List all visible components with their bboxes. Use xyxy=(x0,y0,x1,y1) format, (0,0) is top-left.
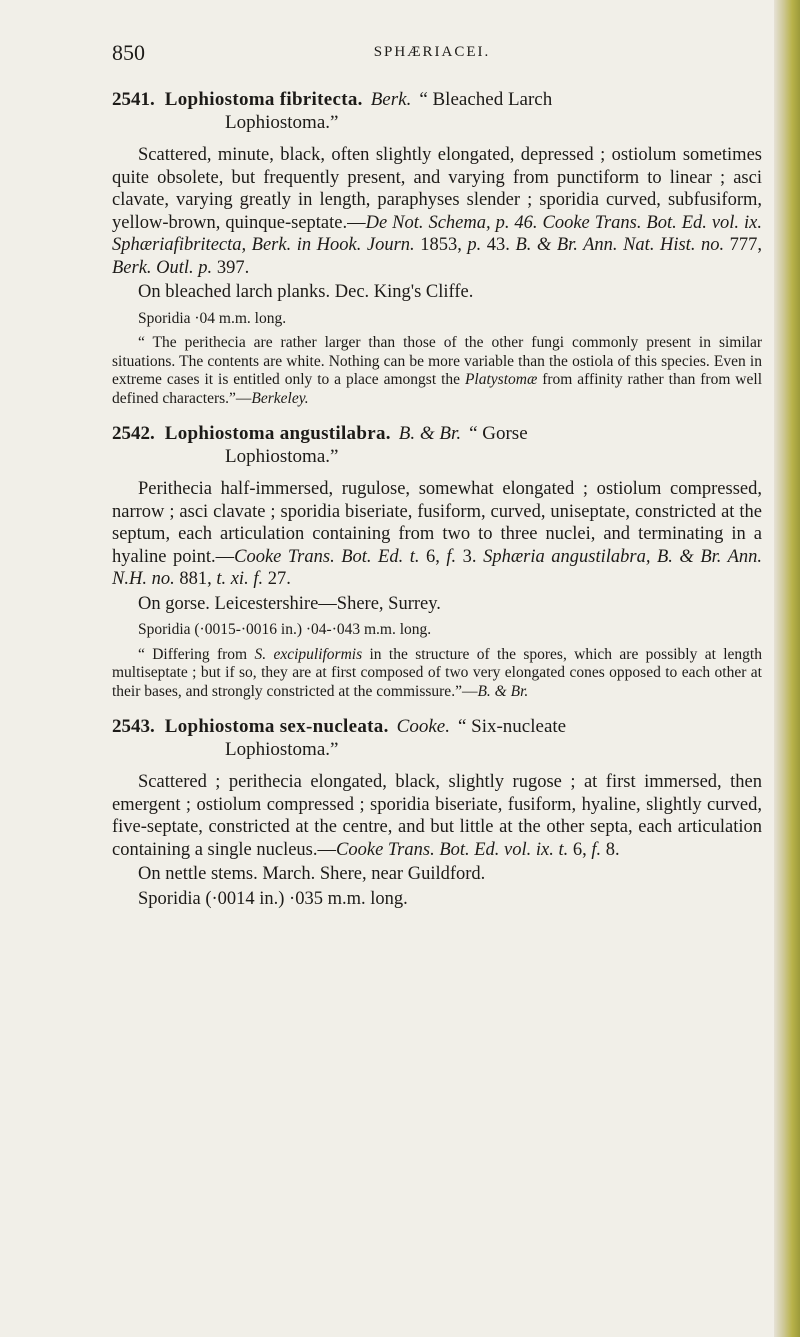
citation-number: 43. xyxy=(481,235,516,255)
running-title: SPHÆRIACEI. xyxy=(373,44,491,60)
species-entry xyxy=(112,422,762,701)
entry-heading xyxy=(74,88,762,134)
entry-heading xyxy=(74,422,762,468)
citation-number: 777, xyxy=(724,235,763,255)
citation-number: 3. xyxy=(456,546,484,567)
common-name-continued: Lophiostoma.” xyxy=(225,739,339,760)
species-description xyxy=(112,771,762,861)
species-entry xyxy=(112,715,762,910)
citation-number: 27. xyxy=(263,569,291,589)
species-authority: Cooke. xyxy=(396,716,450,737)
species-description xyxy=(112,144,762,279)
entry-heading xyxy=(74,715,762,761)
common-name-continued: Lophiostoma.” xyxy=(225,446,339,467)
note-attribution: Berkeley. xyxy=(251,389,309,407)
citation: Berk. Outl. p. xyxy=(112,257,213,278)
habitat: On nettle stems. March. Shere, near Guildford. xyxy=(138,864,486,884)
common-name: “ Gorse xyxy=(469,423,528,444)
sporidia-size: Sporidia ·04 m.m. long. xyxy=(138,309,287,327)
citation-number: 1853, xyxy=(414,235,468,255)
citation-number: 8. xyxy=(601,839,620,860)
common-name: “ Six-nucleate xyxy=(457,716,567,737)
author-note xyxy=(112,646,762,702)
entry-number: 2541. xyxy=(112,89,155,110)
citation: Cooke Trans. Bot. Ed. vol. ix. t. xyxy=(336,839,569,860)
species-name: Lophiostoma fibritecta. xyxy=(164,89,363,110)
author-note xyxy=(112,334,762,408)
page-header xyxy=(112,40,752,68)
species-authority: Berk. xyxy=(370,89,412,110)
citation-number: 881, xyxy=(174,569,217,589)
entry-number: 2543. xyxy=(112,716,155,737)
page-number: 850 xyxy=(112,40,145,65)
common-name-continued: Lophiostoma.” xyxy=(225,112,339,133)
citation: De Not. Schema, p. 46. Cooke Trans. Bot. Ed. vol. ix. Sphæriafibritecta, Berk. in Hook. Journ. xyxy=(112,212,762,255)
species-description xyxy=(112,478,762,591)
species-name: Lophiostoma sex-nucleata. xyxy=(164,716,389,737)
entry-number: 2542. xyxy=(112,423,155,444)
note-attribution: B. & Br. xyxy=(477,682,529,700)
citation: f. xyxy=(446,546,457,567)
citation: f. xyxy=(591,839,602,860)
common-name: “ Bleached Larch xyxy=(419,89,553,110)
species-entry xyxy=(112,88,762,408)
note-italic: S. excipuliformis xyxy=(254,645,363,663)
citation-number: 6, xyxy=(419,546,447,567)
citation: p. xyxy=(467,235,482,255)
habitat: On gorse. Leicestershire—Shere, Surrey. xyxy=(138,593,441,614)
page-content xyxy=(112,88,762,924)
citation-number: 397. xyxy=(212,257,250,278)
page-edge xyxy=(774,0,800,1337)
citation-number: 6, xyxy=(568,839,592,860)
note-text: in the structure of the spores, which are possibly at length multiseptate ; but if so, they are at first composed of two very elongated cones opposed to each other at their bases, and strongly constricted at the commissure.”— xyxy=(112,645,762,700)
species-name: Lophiostoma angustilabra. xyxy=(164,423,391,444)
note-italic: Platystomæ xyxy=(464,371,538,388)
citation: t. xi. f. xyxy=(216,569,264,589)
citation: Cooke Trans. Bot. Ed. t. xyxy=(234,546,420,567)
habitat: On bleached larch planks. Dec. King's Cliffe. xyxy=(138,282,474,302)
note-text: “ The perithecia are rather larger than those of the other fungi commonly present in similar situations. The contents are white. Nothing can be more variable than the ostiola of this species. Even in extreme cases it is entitled only to a place amongst the xyxy=(112,334,762,388)
species-authority: B. & Br. xyxy=(398,423,462,444)
citation: B. & Br. Ann. Nat. Hist. no. xyxy=(515,235,725,255)
citation: Sphæria angustilabra, B. & Br. Ann. N.H. no. xyxy=(112,546,763,589)
description-text: Perithecia half-immersed, rugulose, somewhat elongated ; ostiolum compressed, narrow ; asci clavate ; sporidia biseriate, fusiform, curved, uniseptate, constricted at the septum, each articulation containing from two to three nuclei, and terminating in a hyaline point.— xyxy=(112,479,762,567)
description-text: Scattered, minute, black, often slightly elongated, depressed ; ostiolum sometimes quite obsolete, but frequently present, and varying from punctiform to linear ; asci clavate, varying greatly in length, paraphyses slender ; sporidia curved, subfusiform, yellow-brown, quinque-septate.— xyxy=(112,145,762,233)
note-text: from affinity rather than from well defined characters.”— xyxy=(112,371,762,407)
sporidia-size: Sporidia (·0015-·0016 in.) ·04-·043 m.m. long. xyxy=(138,621,432,638)
sporidia-size: Sporidia (·0014 in.) ·035 m.m. long. xyxy=(138,888,408,909)
description-text: Scattered ; perithecia elongated, black, slightly rugose ; at first immersed, then emergent ; ostiolum compressed ; sporidia biseriate, fusiform, hyaline, slightly curved, five-septate, constricted at the centre, and but little at the other septa, each articulation containing a single nucleus.— xyxy=(112,772,762,860)
note-text: “ Differing from xyxy=(138,645,255,663)
